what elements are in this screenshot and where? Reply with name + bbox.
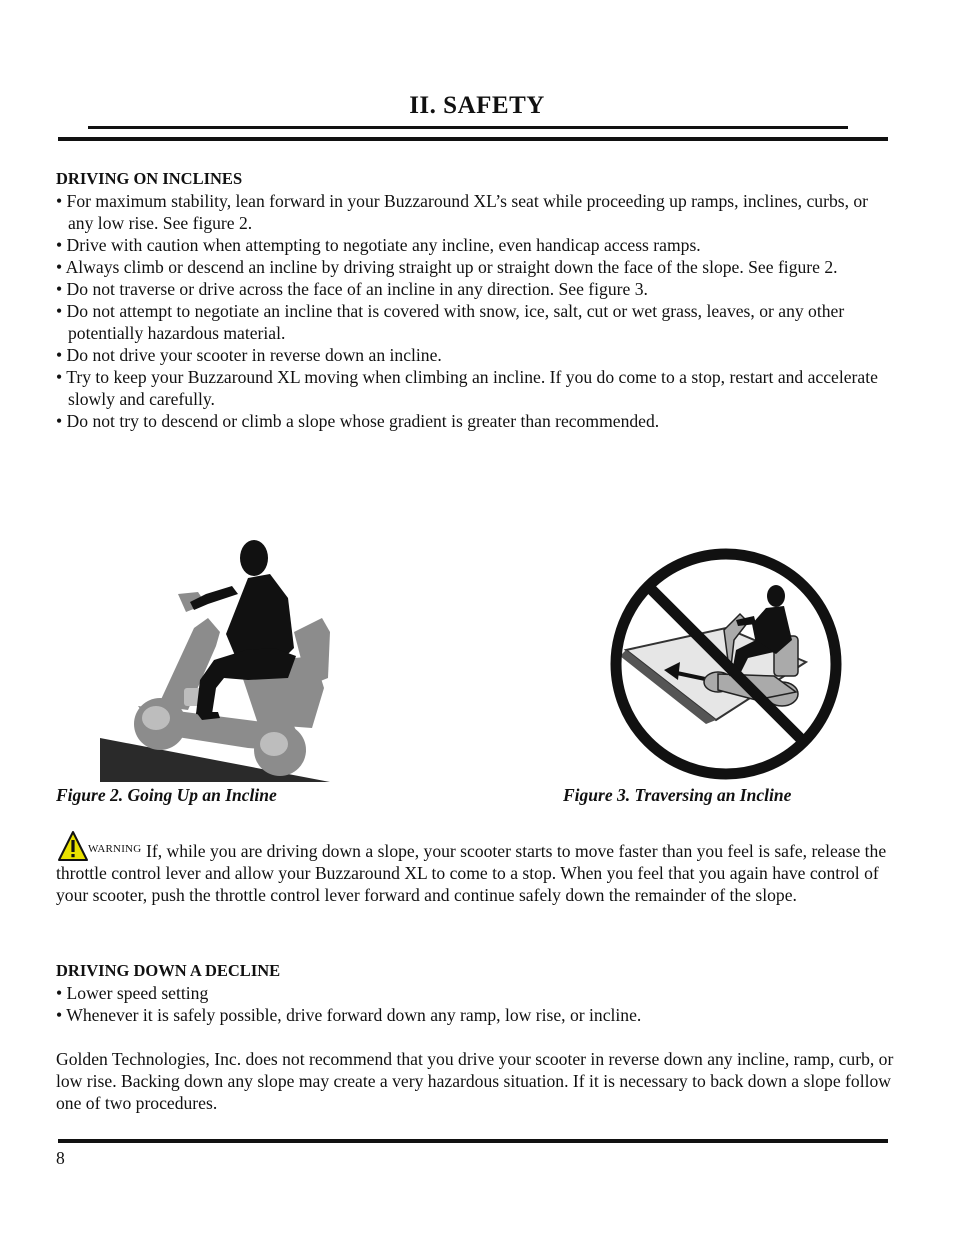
- warning-badge: [56, 828, 146, 862]
- title-rule-bottom: [58, 137, 888, 141]
- figure-3-caption: Figure 3. Traversing an Incline: [563, 785, 792, 805]
- page-number: 8: [56, 1148, 65, 1168]
- section-driving-down-decline: [56, 960, 896, 1026]
- list-item: • Do not attempt to negotiate an incline that is covered with snow, ice, salt, cut or wet grass, leaves, or any other potentially hazardous material.: [56, 301, 845, 343]
- figure-going-up-incline: [98, 538, 338, 784]
- section-heading: DRIVING DOWN A DECLINE: [56, 961, 281, 980]
- warning-text: If, while you are driving down a slope, your scooter starts to move faster than you feel is safe, release the throttle control lever and allow your Buzzaround XL to come to a stop. When you feel that you again have control of your scooter, push the throttle control lever forward and continue safely down the remainder of the slope.: [56, 841, 887, 905]
- page-title: II. SAFETY: [409, 92, 545, 119]
- list-item: • For maximum stability, lean forward in your Buzzaround XL’s seat while proceeding up ramps, inclines, curbs, or any low rise. See figure 2.: [56, 191, 869, 233]
- list-item: • Lower speed setting: [56, 983, 209, 1003]
- list-item: • Always climb or descend an incline by driving straight up or straight down the face of the slope. See figure 2.: [56, 257, 838, 277]
- footer-rule: [58, 1139, 888, 1143]
- list-item: • Whenever it is safely possible, drive forward down any ramp, low rise, or incline.: [56, 1005, 642, 1025]
- closing-paragraph: Golden Technologies, Inc. does not recommend that you drive your scooter in reverse down any incline, ramp, curb, or low rise. Backing down any slope may create a very hazardous situation. If it is necessary to back down a slope follow one of two procedures.: [56, 1049, 894, 1113]
- list-item: • Do not drive your scooter in reverse down an incline.: [56, 345, 442, 365]
- figure-2-caption: Figure 2. Going Up an Incline: [56, 785, 277, 805]
- warning-triangle-icon: [58, 830, 88, 862]
- list-item: • Do not traverse or drive across the face of an incline in any direction. See figure 3.: [56, 279, 648, 299]
- title-rule-top: [88, 126, 848, 129]
- warning-label: WARNING: [88, 843, 142, 855]
- warning-block: [56, 828, 896, 906]
- section-heading: DRIVING ON INCLINES: [56, 169, 243, 188]
- list-item: • Drive with caution when attempting to negotiate any incline, even handicap access ramps.: [56, 235, 701, 255]
- list-item: • Try to keep your Buzzaround XL moving when climbing an incline. If you do come to a stop, restart and accelerate slowly and carefully.: [56, 367, 878, 409]
- figure-traversing-incline: [606, 544, 846, 784]
- section-driving-on-inclines: [56, 168, 896, 432]
- list-item: • Do not try to descend or climb a slope whose gradient is greater than recommended.: [56, 411, 660, 431]
